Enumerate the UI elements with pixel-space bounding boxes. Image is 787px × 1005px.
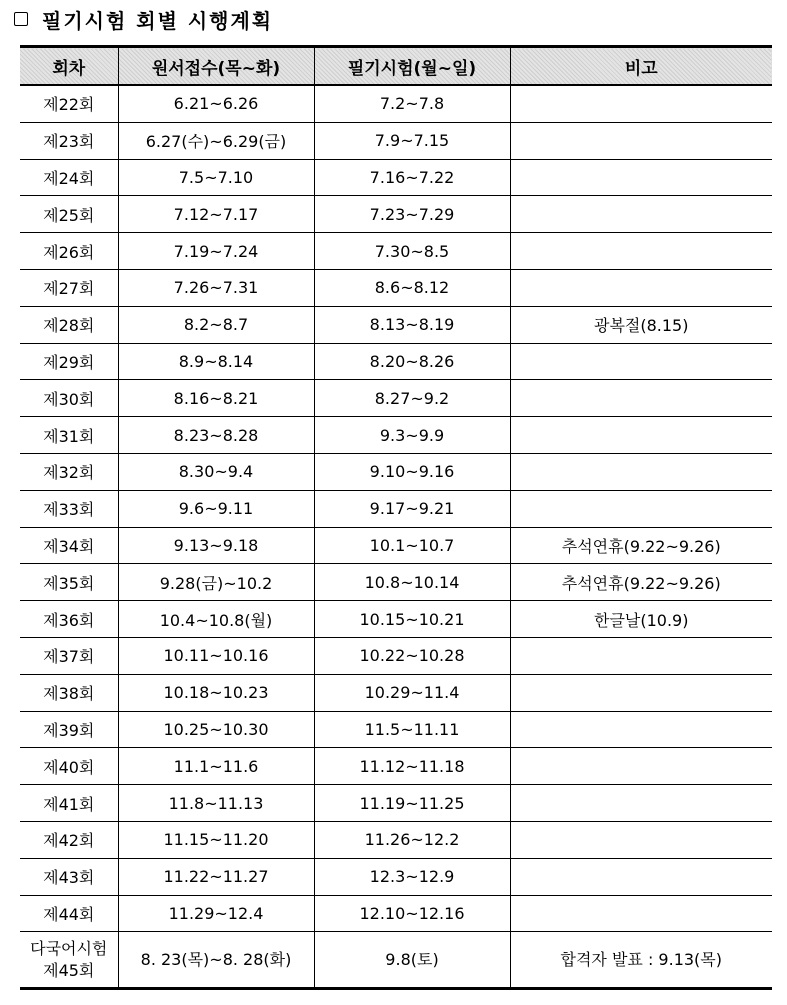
cell-apply: 9.28(금)~10.2 [118, 564, 314, 601]
table-row [20, 895, 772, 932]
cell-apply: 6.27(수)~6.29(금) [118, 122, 314, 159]
cell-exam: 8.13~8.19 [314, 306, 510, 343]
cell-exam: 7.23~7.29 [314, 196, 510, 233]
cell-note [510, 417, 772, 454]
header-exam: 필기시험(월~일) [314, 47, 510, 86]
table-row [20, 85, 772, 122]
table-row [20, 637, 772, 674]
cell-note [510, 453, 772, 490]
cell-round: 제35회 [20, 564, 118, 601]
cell-apply: 8.9~8.14 [118, 343, 314, 380]
round-line1: 다국어시험 [30, 938, 108, 958]
table-row [20, 821, 772, 858]
cell-round: 제38회 [20, 674, 118, 711]
square-bullet-icon [14, 12, 28, 26]
cell-round: 제36회 [20, 601, 118, 638]
table-row [20, 858, 772, 895]
cell-note [510, 269, 772, 306]
cell-apply: 10.25~10.30 [118, 711, 314, 748]
cell-round: 제23회 [20, 122, 118, 159]
cell-exam: 10.1~10.7 [314, 527, 510, 564]
cell-round: 제27회 [20, 269, 118, 306]
cell-apply: 11.1~11.6 [118, 748, 314, 785]
cell-round: 제43회 [20, 858, 118, 895]
page-title: 필기시험 회별 시행계획 [42, 8, 274, 33]
table-row [20, 711, 772, 748]
cell-apply: 7.19~7.24 [118, 233, 314, 270]
cell-round: 제26회 [20, 233, 118, 270]
cell-note [510, 748, 772, 785]
cell-exam: 12.10~12.16 [314, 895, 510, 932]
cell-exam: 11.26~12.2 [314, 821, 510, 858]
cell-round: 제30회 [20, 380, 118, 417]
cell-apply: 10.11~10.16 [118, 637, 314, 674]
cell-note [510, 490, 772, 527]
cell-apply: 11.29~12.4 [118, 895, 314, 932]
header-apply: 원서접수(목~화) [118, 47, 314, 86]
cell-apply: 9.6~9.11 [118, 490, 314, 527]
table-body [20, 85, 772, 989]
cell-apply: 10.18~10.23 [118, 674, 314, 711]
cell-exam: 11.12~11.18 [314, 748, 510, 785]
table-row [20, 306, 772, 343]
cell-note: 한글날(10.9) [510, 601, 772, 638]
cell-exam: 12.3~12.9 [314, 858, 510, 895]
round-line2: 제45회 [43, 960, 95, 980]
cell-exam: 8.6~8.12 [314, 269, 510, 306]
cell-exam: 10.22~10.28 [314, 637, 510, 674]
cell-round: 제34회 [20, 527, 118, 564]
table-row [20, 417, 772, 454]
schedule-table [20, 45, 772, 990]
cell-exam: 7.9~7.15 [314, 122, 510, 159]
cell-apply: 8.16~8.21 [118, 380, 314, 417]
cell-apply: 11.8~11.13 [118, 785, 314, 822]
cell-note [510, 233, 772, 270]
cell-apply: 10.4~10.8(월) [118, 601, 314, 638]
cell-exam: 7.16~7.22 [314, 159, 510, 196]
cell-exam: 7.30~8.5 [314, 233, 510, 270]
table-row [20, 674, 772, 711]
table-row [20, 343, 772, 380]
cell-note: 합격자 발표 : 9.13(목) [510, 932, 772, 989]
cell-note: 추석연휴(9.22~9.26) [510, 564, 772, 601]
cell-apply: 11.15~11.20 [118, 821, 314, 858]
cell-apply: 7.12~7.17 [118, 196, 314, 233]
table-row [20, 527, 772, 564]
cell-round: 제39회 [20, 711, 118, 748]
cell-round: 제41회 [20, 785, 118, 822]
cell-note [510, 858, 772, 895]
cell-note: 광복절(8.15) [510, 306, 772, 343]
cell-note [510, 785, 772, 822]
cell-apply: 8.30~9.4 [118, 453, 314, 490]
cell-apply: 8.2~8.7 [118, 306, 314, 343]
cell-note [510, 343, 772, 380]
cell-round: 제25회 [20, 196, 118, 233]
table-row [20, 785, 772, 822]
cell-exam: 10.29~11.4 [314, 674, 510, 711]
cell-round: 제40회 [20, 748, 118, 785]
cell-round: 제24회 [20, 159, 118, 196]
table-row-multilingual [20, 932, 772, 989]
table-row [20, 601, 772, 638]
table-row [20, 564, 772, 601]
cell-note [510, 674, 772, 711]
title-row [14, 6, 273, 32]
cell-exam: 11.19~11.25 [314, 785, 510, 822]
table-row [20, 748, 772, 785]
cell-round [20, 932, 118, 989]
table-row [20, 196, 772, 233]
cell-apply: 7.5~7.10 [118, 159, 314, 196]
header-note: 비고 [510, 47, 772, 86]
cell-apply: 6.21~6.26 [118, 85, 314, 122]
cell-round: 제37회 [20, 637, 118, 674]
cell-exam: 10.8~10.14 [314, 564, 510, 601]
cell-note [510, 122, 772, 159]
cell-exam: 9.17~9.21 [314, 490, 510, 527]
cell-note [510, 159, 772, 196]
table-row [20, 122, 772, 159]
cell-note [510, 895, 772, 932]
header-round: 회차 [20, 47, 118, 86]
cell-exam: 9.3~9.9 [314, 417, 510, 454]
cell-exam: 8.27~9.2 [314, 380, 510, 417]
cell-exam: 8.20~8.26 [314, 343, 510, 380]
cell-exam: 9.8(토) [314, 932, 510, 989]
cell-round: 제33회 [20, 490, 118, 527]
table-row [20, 490, 772, 527]
cell-round: 제32회 [20, 453, 118, 490]
cell-exam: 10.15~10.21 [314, 601, 510, 638]
cell-exam: 11.5~11.11 [314, 711, 510, 748]
cell-note [510, 821, 772, 858]
table-row [20, 159, 772, 196]
cell-round: 제31회 [20, 417, 118, 454]
cell-apply: 8.23~8.28 [118, 417, 314, 454]
cell-note [510, 85, 772, 122]
cell-note [510, 380, 772, 417]
cell-note [510, 196, 772, 233]
header-row [20, 47, 772, 86]
table-row [20, 269, 772, 306]
cell-apply: 11.22~11.27 [118, 858, 314, 895]
cell-apply: 8. 23(목)~8. 28(화) [118, 932, 314, 989]
table-row [20, 380, 772, 417]
schedule-table-wrap [20, 45, 772, 990]
table-row [20, 453, 772, 490]
cell-exam: 7.2~7.8 [314, 85, 510, 122]
cell-apply: 9.13~9.18 [118, 527, 314, 564]
cell-round: 제28회 [20, 306, 118, 343]
cell-exam: 9.10~9.16 [314, 453, 510, 490]
cell-apply: 7.26~7.31 [118, 269, 314, 306]
table-row [20, 233, 772, 270]
cell-round: 제29회 [20, 343, 118, 380]
cell-round: 제22회 [20, 85, 118, 122]
cell-note [510, 711, 772, 748]
cell-round: 제42회 [20, 821, 118, 858]
cell-round: 제44회 [20, 895, 118, 932]
cell-note [510, 637, 772, 674]
cell-note: 추석연휴(9.22~9.26) [510, 527, 772, 564]
